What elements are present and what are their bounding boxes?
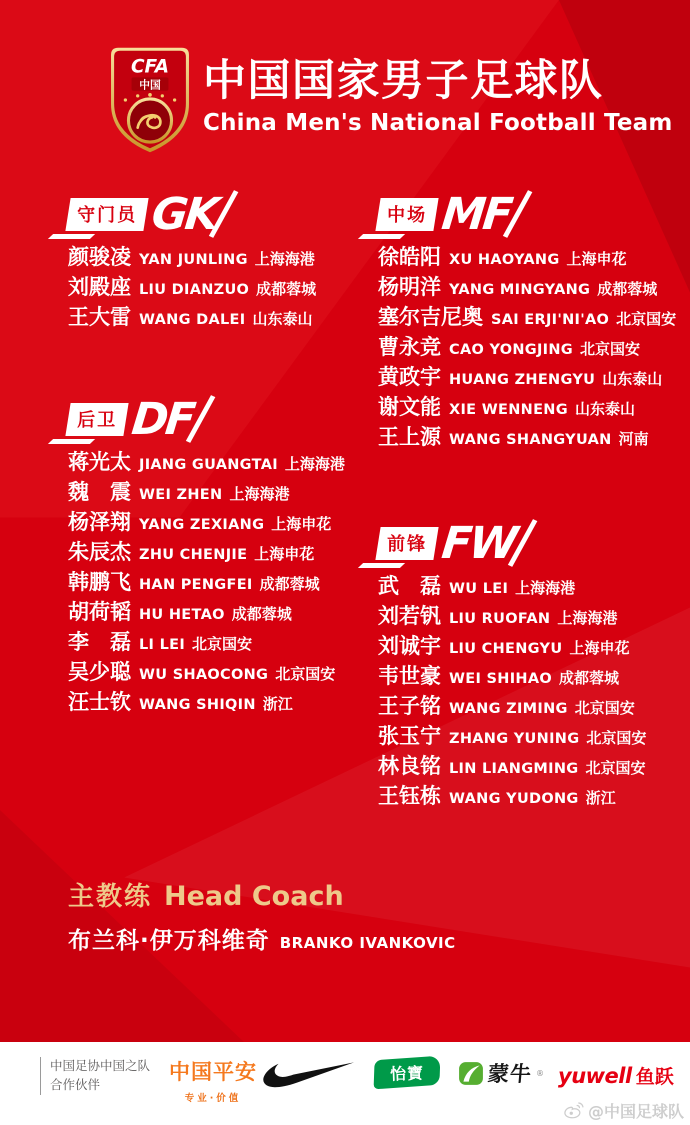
- player-name: 韦世豪: [378, 664, 441, 688]
- player-row: [378, 331, 690, 361]
- player-pinyin: ZHU CHENJIE: [139, 547, 248, 563]
- player-club: 成都蓉城: [559, 669, 620, 687]
- player-pinyin: YANG MINGYANG: [449, 282, 591, 298]
- mengniu-leaf-icon: [458, 1060, 484, 1086]
- player-name: 杨泽翔: [68, 510, 131, 534]
- player-pinyin: WEI SHIHAO: [449, 671, 552, 687]
- player-row: [68, 301, 380, 331]
- player-club: 上海海港: [557, 609, 618, 627]
- sponsor-bar: [0, 1042, 690, 1125]
- head-coach-name-en: BRANKO IVANKOVIC: [279, 934, 456, 952]
- player-name: 曹永竞: [378, 335, 441, 359]
- head-coach-heading: [68, 876, 456, 913]
- poster-title-block: [203, 58, 673, 136]
- sponsor-nike: [262, 1062, 354, 1098]
- section-defenders: [68, 393, 380, 716]
- player-pinyin: HUANG ZHENGYU: [449, 372, 596, 388]
- cfa-crest-icon: [110, 46, 190, 154]
- sponsor-yuwell: [558, 1062, 674, 1089]
- player-name: 朱辰杰: [68, 540, 131, 564]
- yuwell-wordmark-en: yuwell: [558, 1064, 632, 1088]
- section-goalkeepers: [68, 188, 380, 331]
- player-club: 上海申花: [569, 639, 630, 657]
- player-name: 王上源: [378, 425, 441, 449]
- player-name: 林良铭: [378, 754, 441, 778]
- section-label-en: FW: [440, 526, 526, 562]
- weibo-watermark: [564, 1099, 684, 1122]
- player-row: [378, 570, 690, 600]
- player-pinyin: YANG ZEXIANG: [139, 517, 265, 533]
- player-pinyin: WEI ZHEN: [139, 487, 223, 503]
- player-pinyin: LIN LIANGMING: [449, 761, 579, 777]
- player-pinyin: SAI ERJI'NI'AO: [491, 312, 610, 328]
- player-club: 北京国安: [574, 699, 635, 717]
- yuwell-wordmark-cn: 鱼跃: [635, 1066, 674, 1088]
- player-name: 汪士钦: [68, 690, 131, 714]
- head-coach-block: [68, 876, 456, 955]
- player-club: 上海申花: [254, 545, 315, 563]
- player-pinyin: WANG SHIQIN: [139, 697, 256, 713]
- section-label-box: [375, 198, 438, 231]
- player-name: 颜骏凌: [68, 245, 131, 269]
- player-row: [68, 686, 380, 716]
- title-chinese: 中国国家男子足球队: [203, 56, 604, 106]
- player-pinyin: WANG YUDONG: [449, 791, 579, 807]
- player-club: 山东泰山: [574, 400, 635, 418]
- mengniu-wordmark: 蒙牛: [486, 1062, 533, 1086]
- partner-line1: 中国足协中国之队: [50, 1058, 151, 1073]
- watermark-text: @中国足球队: [587, 1102, 684, 1121]
- player-club: 浙江: [262, 695, 293, 713]
- section-label-box: [65, 403, 128, 436]
- player-club: 上海申花: [271, 515, 332, 533]
- player-row: [378, 690, 690, 720]
- player-pinyin: JIANG GUANGTAI: [139, 457, 278, 473]
- player-pinyin: WANG ZIMING: [449, 701, 568, 717]
- player-row: [378, 241, 690, 271]
- player-name: 徐皓阳: [378, 245, 441, 269]
- section-forwards: [378, 517, 690, 810]
- player-pinyin: HAN PENGFEI: [139, 577, 253, 593]
- section-label-cn: 中场: [387, 205, 428, 226]
- section-header-df: [68, 393, 380, 445]
- player-club: 上海海港: [515, 579, 576, 597]
- player-club: 成都蓉城: [259, 575, 320, 593]
- player-row: [68, 656, 380, 686]
- player-club: 北京国安: [275, 665, 336, 683]
- head-coach-label-en: Head Coach: [164, 881, 344, 912]
- player-pinyin: LIU RUOFAN: [449, 611, 551, 627]
- yibao-wordmark: 怡寶: [389, 1063, 425, 1084]
- player-row: [378, 630, 690, 660]
- player-pinyin: CAO YONGJING: [449, 342, 574, 358]
- player-club: 河南: [618, 430, 649, 448]
- sponsor-pingan: [166, 1056, 260, 1104]
- section-label-en: DF: [130, 402, 204, 438]
- sponsor-yibao: [374, 1058, 440, 1087]
- section-header-mf: [378, 188, 690, 240]
- player-row: [378, 600, 690, 630]
- player-club: 上海海港: [284, 455, 345, 473]
- player-club: 成都蓉城: [231, 605, 292, 623]
- section-midfielders: [378, 188, 690, 451]
- player-pinyin: XU HAOYANG: [449, 252, 560, 268]
- player-name: 杨明洋: [378, 275, 441, 299]
- player-club: 上海海港: [254, 250, 315, 268]
- player-row: [378, 720, 690, 750]
- section-label-box: [375, 527, 438, 560]
- player-name: 黄政宇: [378, 365, 441, 389]
- player-row: [378, 421, 690, 451]
- nike-swoosh-icon: [262, 1062, 354, 1094]
- player-club: 浙江: [585, 789, 616, 807]
- pingan-tagline: 专业·价值: [184, 1093, 242, 1104]
- player-pinyin: WU SHAOCONG: [139, 667, 269, 683]
- player-row: [68, 596, 380, 626]
- player-row: [378, 361, 690, 391]
- player-row: [68, 271, 380, 301]
- player-pinyin: XIE WENNENG: [449, 402, 568, 418]
- player-row: [68, 566, 380, 596]
- head-coach-name-cn: 布兰科·伊万科维奇: [68, 928, 270, 954]
- player-name: 谢文能: [378, 395, 441, 419]
- player-name: 刘殿座: [68, 275, 131, 299]
- player-row: [68, 626, 380, 656]
- player-row: [68, 536, 380, 566]
- section-header-fw: [378, 517, 690, 569]
- player-row: [68, 241, 380, 271]
- player-name: 刘若钒: [378, 604, 441, 628]
- weibo-icon: [564, 1102, 584, 1119]
- player-pinyin: LI LEI: [139, 637, 186, 653]
- registered-mark: ®: [536, 1068, 544, 1078]
- section-label-en: MF: [440, 197, 522, 233]
- player-name: 吴少聪: [68, 660, 131, 684]
- logo-country-text: 中国: [139, 78, 161, 92]
- section-header-gk: [68, 188, 380, 240]
- player-row: [68, 476, 380, 506]
- section-label-en: GK: [150, 197, 228, 233]
- player-name: 塞尔吉尼奥: [378, 305, 483, 329]
- player-row: [378, 391, 690, 421]
- player-name: 胡荷韬: [68, 600, 131, 624]
- player-name: 刘诚宇: [378, 634, 441, 658]
- player-pinyin: YAN JUNLING: [139, 252, 248, 268]
- player-club: 成都蓉城: [256, 280, 317, 298]
- player-pinyin: LIU DIANZUO: [139, 282, 250, 298]
- player-row: [68, 446, 380, 476]
- title-english: China Men's National Football Team: [203, 110, 673, 137]
- player-name: 王子铭: [378, 694, 441, 718]
- player-row: [378, 301, 690, 331]
- player-name: 蒋光太: [68, 450, 131, 474]
- pingan-wordmark: 中国平安: [169, 1060, 257, 1084]
- player-pinyin: HU HETAO: [139, 607, 225, 623]
- player-pinyin: WANG SHANGYUAN: [449, 432, 612, 448]
- player-pinyin: WU LEI: [449, 581, 509, 597]
- sponsor-mengniu: [458, 1058, 544, 1088]
- player-name: 李磊: [68, 630, 131, 654]
- player-club: 北京国安: [586, 729, 647, 747]
- head-coach-label-cn: 主教练: [68, 882, 153, 912]
- player-name: 武磊: [378, 574, 441, 598]
- player-club: 成都蓉城: [597, 280, 658, 298]
- player-pinyin: LIU CHENGYU: [449, 641, 563, 657]
- player-club: 北京国安: [585, 759, 646, 777]
- player-club: 北京国安: [192, 635, 253, 653]
- player-club: 山东泰山: [252, 310, 313, 328]
- player-row: [378, 750, 690, 780]
- partner-note: [40, 1057, 150, 1095]
- player-name: 张玉宁: [378, 724, 441, 748]
- section-label-cn: 守门员: [77, 205, 138, 226]
- player-row: [68, 506, 380, 536]
- section-label-box: [65, 198, 148, 231]
- player-row: [378, 271, 690, 301]
- player-name: 魏震: [68, 480, 131, 504]
- player-row: [378, 780, 690, 810]
- section-label-cn: 前锋: [387, 534, 428, 555]
- player-pinyin: ZHANG YUNING: [449, 731, 580, 747]
- player-club: 上海申花: [566, 250, 627, 268]
- player-club: 北京国安: [580, 340, 641, 358]
- player-name: 韩鹏飞: [68, 570, 131, 594]
- partner-line2: 合作伙伴: [50, 1076, 101, 1092]
- player-club: 北京国安: [616, 310, 677, 328]
- player-name: 王大雷: [68, 305, 131, 329]
- logo-cfa-text: CFA: [130, 56, 170, 78]
- player-row: [378, 660, 690, 690]
- player-club: 山东泰山: [602, 370, 663, 388]
- section-label-cn: 后卫: [77, 410, 118, 431]
- dragon-emblem-circle: [128, 99, 171, 142]
- head-coach-name: [68, 922, 456, 955]
- player-name: 王钰栋: [378, 784, 441, 808]
- player-pinyin: WANG DALEI: [139, 312, 246, 328]
- player-club: 上海海港: [229, 485, 290, 503]
- yibao-flag-logo: [374, 1056, 441, 1090]
